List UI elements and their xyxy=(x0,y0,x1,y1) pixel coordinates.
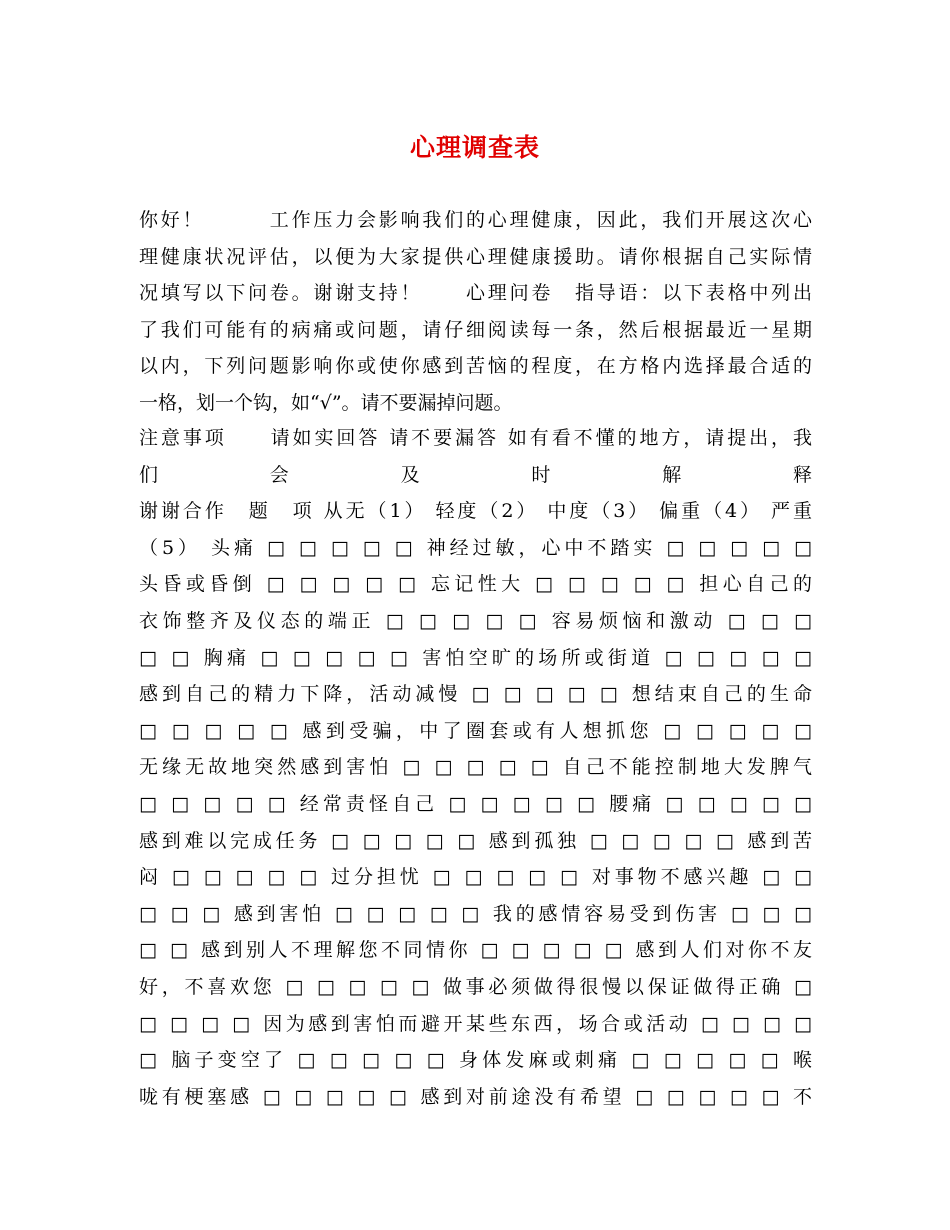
questionnaire-line: 感到自己的精力下降，活动减慢 □ □ □ □ □ 想结束自己的生命 xyxy=(139,683,812,706)
questionnaire-line: □ □ □ □ □ 经常责怪自己 □ □ □ □ □ 腰痛 □ □ □ □ □ xyxy=(139,792,812,815)
questionnaire-line: □ □ 胸痛 □ □ □ □ □ 害怕空旷的场所或街道 □ □ □ □ □ xyxy=(139,646,812,669)
questionnaire-line: 头昏或昏倒 □ □ □ □ □ 忘记性大 □ □ □ □ □ 担心自己的 xyxy=(139,573,812,596)
questionnaire-line: □ □ □ □ □ 感到受骗，中了圈套或有人想抓您 □ □ □ □ □ xyxy=(139,719,812,742)
intro-line: 了我们可能有的病痛或问题，请仔细阅读每一条，然后根据最近一星期 xyxy=(139,318,812,341)
intro-line: 理健康状况评估，以便为大家提供心理健康援助。请你根据自己实际情 xyxy=(139,245,812,268)
intro-line: 你好！ 工作压力会影响我们的心理健康，因此，我们开展这次心 xyxy=(139,209,812,231)
notes-line: 谢谢合作 题 项 从无（1） 轻度（2） 中度（3） 偏重（4） 严重 xyxy=(139,500,812,523)
questionnaire-line: 衣饰整齐及仪态的端正 □ □ □ □ □ 容易烦恼和激动 □ □ □ xyxy=(139,609,812,632)
questionnaire-line: □ □ □ 感到害怕 □ □ □ □ □ 我的感情容易受到伤害 □ □ □ xyxy=(139,902,812,925)
questionnaire-body xyxy=(139,420,812,1115)
questionnaire-line: 咙有梗塞感 □ □ □ □ □ 感到对前途没有希望 □ □ □ □ □ 不 xyxy=(139,1085,812,1108)
notes-line: 注意事项 请如实回答 请不要漏答 如有看不懂的地方，请提出，我 xyxy=(139,427,812,449)
intro-paragraph xyxy=(139,202,812,422)
intro-line: 一格，划一个钩，如“√”。请不要漏掉问题。 xyxy=(139,391,513,414)
questionnaire-line: 无缘无故地突然感到害怕 □ □ □ □ □ 自己不能控制地大发脾气 xyxy=(139,756,812,779)
notes-line: 们 会 及 时 解 释 xyxy=(139,463,812,486)
questionnaire-line: 感到难以完成任务 □ □ □ □ □ 感到孤独 □ □ □ □ □ 感到苦 xyxy=(139,829,812,852)
questionnaire-line: 闷 □ □ □ □ □ 过分担忧 □ □ □ □ □ 对事物不感兴趣 □ □ xyxy=(139,866,812,889)
questionnaire-line: （5） 头痛 □ □ □ □ □ 神经过敏，心中不踏实 □ □ □ □ □ xyxy=(139,536,812,559)
questionnaire-line: □ □ 感到别人不理解您不同情你 □ □ □ □ □ 感到人们对你不友 xyxy=(139,939,812,962)
intro-line: 以内，下列问题影响你或使你感到苦恼的程度，在方格内选择最合适的 xyxy=(139,355,812,378)
questionnaire-line: □ □ □ □ 因为感到害怕而避开某些东西，场合或活动 □ □ □ □ xyxy=(139,1012,812,1035)
questionnaire-line: 好，不喜欢您 □ □ □ □ □ 做事必须做得很慢以保证做得正确 □ xyxy=(139,975,812,998)
document-title: 心理调查表 xyxy=(409,133,540,162)
intro-line: 况填写以下问卷。谢谢支持！ 心理问卷 指导语：以下表格中列出 xyxy=(139,282,812,305)
questionnaire-line: □ 脑子变空了 □ □ □ □ □ 身体发麻或刺痛 □ □ □ □ □ 喉 xyxy=(139,1049,812,1072)
